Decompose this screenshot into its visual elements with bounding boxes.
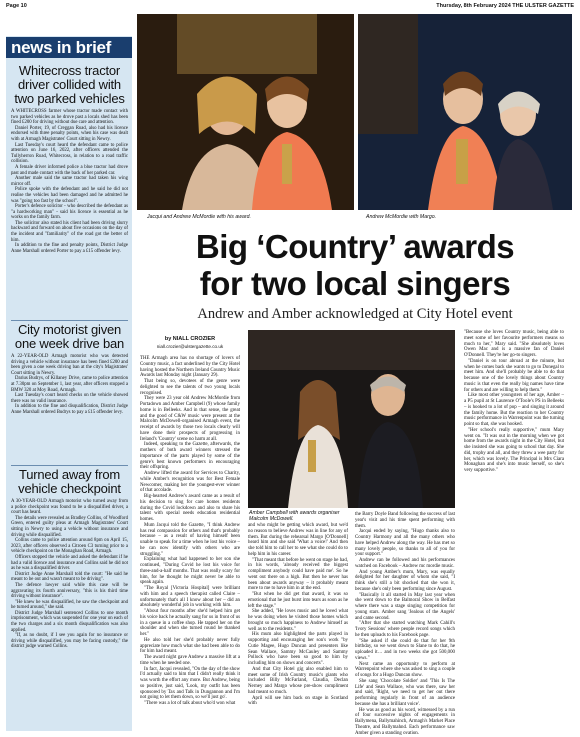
photo-caption: Amber Campbell with awards organiser Malcolm McDowell. <box>249 510 340 522</box>
photo-caption: Jacqui and Andrew McMordie with his award. <box>147 214 251 220</box>
paragraph: "After that she started watching Mark Cahill's 'Ivory Sessions' where people record songs which he then uploads to his Facebook page. <box>355 621 455 638</box>
photo-andrew-margo <box>358 14 572 210</box>
brief-body <box>11 354 128 416</box>
paragraph: Officers stopped the vehicle and asked the defendant if he had a valid licence and insurance and Collins said he did not as he was a disqualified driver. <box>11 554 128 572</box>
headline-line: for two local singers <box>199 265 511 302</box>
paragraph: Indeed, speaking to the Gazette, afterwards, the mothers of both award winners stressed the importance of the parts played by some of the genre's best known performers in encouraging their offspring. <box>140 442 240 471</box>
brief-body <box>11 499 128 650</box>
paragraph: The award night gave Andrew a massive lift at a time when he needed one. <box>140 655 240 666</box>
paragraph: "Because she loves Country music, being able to meet some of her favourite performers means so much to her," Mary said. "She absolutely loves Owen Mac and is a massive fan of Daniel O'Donnell. They're her go-to singers. <box>464 330 564 358</box>
paragraph: District Judge Marshall sentenced Collins to one month imprisonment, which was suspended for one year on each of the two charges and a six month disqualification was also applied. <box>11 610 128 633</box>
article-headline <box>140 228 570 302</box>
brief-story <box>11 64 128 319</box>
paragraph: "That meant that before he went on stage he had, in his words, 'already received the biggest compliment anybody could have paid me'. So he went out there on a high. But then he never has been about awards anyway – it probably meant more to me to have him in at the end. <box>248 557 348 592</box>
paragraph: "Daniel is on tour abroad at the minute, but when he comes back she wants to go to Donegal to meet him. And she'll probably be able to do that because one of the lovely things about Country music is that even the really big names have time for others and are willing to help them." <box>464 358 564 393</box>
paragraph: In addition to the fine and penalty points, District Judge Anne Marshall ordered Porter to pay a £15 offender levy. <box>11 243 128 254</box>
paragraph: Next came an opportunity to perform at Warrenpoint where she was asked to sing a couple of songs for a Hugo Duncan show. <box>355 661 455 678</box>
byline: by NIALL CROZIER <box>164 336 216 342</box>
paragraph: Another male said the same tractor had taken his wing mirror off. <box>11 176 128 187</box>
paragraph: They were 23 year old Andrew McMordie from Portadown and Amber Campbell (9) whose family home is in Belleeks. And in that sense, the great and the good of C&W music were present at the Malcolm McDowell-organised Armagh event, the receipt of awards by those two locals clearly will have done their prospects of progressing in Ireland's 'Country' scene no harm at all. <box>140 396 240 442</box>
divider <box>11 465 128 466</box>
brief-headline: Turned away from vehicle checkpoint <box>18 467 121 496</box>
column-text <box>355 512 455 736</box>
brief-body <box>11 109 128 254</box>
paragraph: Andrew lifted the award for Services to Charity, while Amber's recognition was for Best Female Newcomer, making her the youngest-ever winner of that accolade. <box>140 471 240 494</box>
headline-line: Big ‘Country’ awards <box>195 228 515 265</box>
page-number: Page 10 <box>6 3 27 9</box>
paragraph: His mum also highlighted the parts played in supporting and encouraging her son's work "by Cutie Magee, Hugo Duncan and presenters like Sean Wallace, Sammy McCauley and Sammy Pollock who have been so good to him by including him on shows and concerts". <box>248 632 348 666</box>
paragraph: "She asked if she could do that for her 9th birthday, so we went down to Slane to do that, he uploaded it… and in two weeks she got 500,000 views." <box>355 638 455 661</box>
paragraph: Big-hearted Andrew's award came as a result of his decision to sing for care homes residents during the Covid lockdown and also to share his talent with special needs education residential homes. <box>140 494 240 522</box>
article-column-3 <box>355 512 455 736</box>
paragraph: "He knew he was disqualified, he saw the checkpoint and he turned around," she said. <box>11 599 128 611</box>
paragraph: Collins came to police attention around 8pm on April 15, 2023, after officers observed a Citroen C3 turning prior to a vehicle checkpoint on the Monaghan Road, Armagh. <box>11 538 128 555</box>
paragraph: Darius Budrys, of Killaney Drive, came to police attention at 7.30pm on September 1, last year, after officers stopped a BMW 320 at Moy Road, Armagh. <box>11 376 128 393</box>
paragraph: The solicitor also stated his client had been driving slurry backward and forward on about five occasions on the day of the incident and "familiarity" of the road got the better of him. <box>11 220 128 243</box>
paragraph: Like most other youngsters of her age, Amber – a P5 pupil at St Laurence O'Toole's PS in Belleeks – is hooked to a lot of pop – and singing it around the family home. But the reaction to her Country music performance in Warrenpoint was the turning point so that, she was hooked. <box>464 393 564 427</box>
photo-caption: Andrew McMordie with Margo. <box>366 214 437 220</box>
paragraph: Explaining what had happened to her son she continued, "During Covid he lost his voice for three-and-a-half months. That was really scary for him, for he thought he might never be able to speak again. <box>140 557 240 586</box>
paragraph: In fact, Jacqui revealed, "On the day of the show I'd actually said to him that I didn't really think it was worth the effort any more. But Andrew, being so positive, just said, 'Look, my outfit has been sponsored by Tax and Talk in Dungannon and I'm not going to let them down, so we'll just go'. <box>140 666 240 701</box>
photo-jacqui-andrew <box>137 14 354 210</box>
article-column-1 <box>140 330 240 730</box>
brief-headline: Whitecross tractor driver collided with two parked vehicles <box>14 63 125 106</box>
article-subhead: Andrew and Amber acknowledged at City Hotel event <box>197 306 513 322</box>
paragraph: And that City Hotel gig also enabled him to meet some of Irish Country music's giants who included Billy McFarland, Claudia, Declan Nerney and Margo whose pre-show compliment had meant so much. <box>248 666 348 695</box>
paragraph: Mum Jacqui told the Gazette, "I think Andrew has real compassion for others and that's probably because – as a result of having himself been unable to speak for a time when he lost his voice – he can now identify with others who are struggling." <box>140 522 240 557</box>
author-email: niall.crozier@ulstergazette.co.uk <box>156 344 224 349</box>
paragraph: "Her school's really supportive," mum Mary went on. "It was out in the morning when we got home from the awards night in the City Hotel, but she insisted she was going to school that day. She did, trophy and all, and they threw a wee party for her, which was lovely. The Principal is Mrs Ciara Monaghan and she's into music herself, so she's very supportive." <box>464 427 564 473</box>
paragraph: "The Royal [Victoria Hospital] were brilliant with him and a speech therapist called Claire – unfortunately that's all I know about her – did an absolutely wonderful job in working with him. <box>140 586 240 609</box>
paragraph: And young Amber's mum, Mary, was equally delighted for her daughter of whom she said, "I think she's still a bit shocked that she won it, because she's only been performing since August. <box>355 569 455 592</box>
paragraph: The defence lawyer said while this case will be aggravating its fourth anniversary, "this is his third time driving without insurance". <box>11 582 128 600</box>
paragraph: A 22-YEAR-OLD Armagh motorist who was detected driving a vehicle without insurance has been fined £200 and been given a one week driving ban at the city's Magistrates' Court sitting in Newry. <box>11 354 128 376</box>
column-text <box>464 330 564 474</box>
paragraph: April will see him back on stage in Scotland with <box>248 695 348 707</box>
paragraph: "There was a lot of talk about who'd won what <box>144 701 236 706</box>
paragraph: District Judge Anne Marshall told the court: "He said he meant to be out and wasn't meant to be driving". <box>11 571 128 583</box>
paragraph: "Basically it all started in May last year when she went down to the Balmoral Show in Belfast where there was a stage singing competition for young stars. Amber sang 'Jealous of the Angels' and came second. <box>355 592 455 621</box>
paragraph: Jacqui ended by saying, "Hugo thanks also to Country Harmony and all the many others who have helped Andrew along the way. He has met so many lovely people, so thanks to all of you for your support." <box>355 529 455 558</box>
paragraph: Last Tuesday's court heard checks on the vehicle showed there was no valid insurance. <box>11 393 128 404</box>
paragraph: She added, "He loves music and he loved what he was doing when he visited those homes which brought so much happiness to Andrew himself as well as to the residents." <box>248 609 348 632</box>
news-in-brief-banner: news in brief <box>6 37 132 58</box>
photo-amber-campbell <box>248 330 455 508</box>
paragraph: That being so, devotees of the genre were delighted to see the talents of two young locals recognised. <box>140 379 240 396</box>
issue-date: Thursday, 8th February 2024 THE ULSTER GAZETTE <box>436 3 574 9</box>
column-text <box>140 356 240 707</box>
brief-story <box>11 323 128 462</box>
paragraph: A WHITECROSS farmer whose tractor made contact with two parked vehicles as he drove past a locals shed has been fined £200 for driving without due care and attention. <box>11 109 128 126</box>
paragraph: THE Armagh area has no shortage of lovers of Country music, a fact underlined by the City Hotel having hosted the Northern Ireland Country Music Awards last Monday night (January 29). <box>140 356 240 379</box>
paragraph: A female driver informed police a blue tractor had drove past and made contact with the back of her parked car. <box>11 164 128 176</box>
paragraph: Last Tuesday's court heard the defendant came to police attention on June 16, 2022, after officers attended the Tullyherron Road, Whitecross, in relation to a road traffic collision. <box>11 142 128 165</box>
paragraph: In addition to the fine and disqualification, District Judge Anne Marshall ordered Budrys to pay a £15 offender levy. <box>11 404 128 415</box>
brief-story <box>11 468 128 730</box>
article-column-4 <box>464 330 564 730</box>
column-text <box>248 523 348 707</box>
paragraph: and who might be getting which award, but we'd no reason to believe Andrew was in line for any of them. But during the rehearsal Margo [O'Donnell] heard him and she said 'What a voice!' And then she told him to call her to see what she could do to help him in his career. <box>248 523 348 557</box>
paragraph: Porter's defence solicitor - who described the defendant as "a hardworking man" - said his licence is essential as he works on the family farm. <box>11 204 128 221</box>
paragraph: He also told her she'd probably never fully appreciate how much what she had been able to do for him had meant. <box>140 637 240 655</box>
paragraph: Daniel Porter, 19, of Creggan Road, also had his licence endorsed with three penalty points, when his case was dealt with at Armagh Magistrates' Court sitting in Newry. <box>11 125 128 142</box>
paragraph: "About four months after she'd helped him get his voice back he actually sang for us in front of us in a queue in a coffee shop. He tapped her on the shoulder and when she turned round he thanked her." <box>140 609 240 637</box>
divider <box>11 320 128 321</box>
paragraph: "But when he did get that award, it was so emotional that he just burst into tears as soon as he left the stage." <box>248 592 348 609</box>
page-folio <box>6 3 574 11</box>
paragraph: She sang 'Chocolate Soldier' and 'This Is The Life' and Sean Wallace, who was there, saw her and said, 'Right, we need to get her out there performing regularly in front of an audience because she has a brilliant voice'. <box>355 678 455 707</box>
paragraph: He was as good as his word, witnessed by a run of four successive nights of engagements in Ballymena, Ballymahinch, Armagh's Market Place Theatre, and Ballymahnd. Each performance saw Amber given a standing ovation. <box>355 707 455 736</box>
paragraph: the Barry Doyle Band following the success of last year's visit and his time spent performing with them. <box>355 512 455 529</box>
paragraph: A 30-YEAR-OLD Armagh motorist who turned away from a police checkpoint was found to be a disqualified driver, a court has heard. <box>11 499 128 516</box>
article-column-2 <box>248 523 348 730</box>
paragraph: "If, as no doubt, if I see you again for no insurance or driving while disqualified, you may be facing custody," the district judge warned Collins. <box>11 633 128 650</box>
paragraph: The details were revealed as Bradley Collins, of Woodford Green, entered guilty pleas at Armagh Magistrates' Court sitting in Newry to using a vehicle without insurance and driving while disqualified. <box>11 515 128 538</box>
paragraph: Police spoke with the defendant and he said he did not realise the vehicles had been damaged and he admitted he was "going too fast by the school". <box>11 187 128 204</box>
brief-headline: City motorist given one week drive ban <box>14 322 125 351</box>
paragraph: Andrew can be followed and his performances watched on Facebook – Andrew mc mordie music. <box>355 558 455 569</box>
